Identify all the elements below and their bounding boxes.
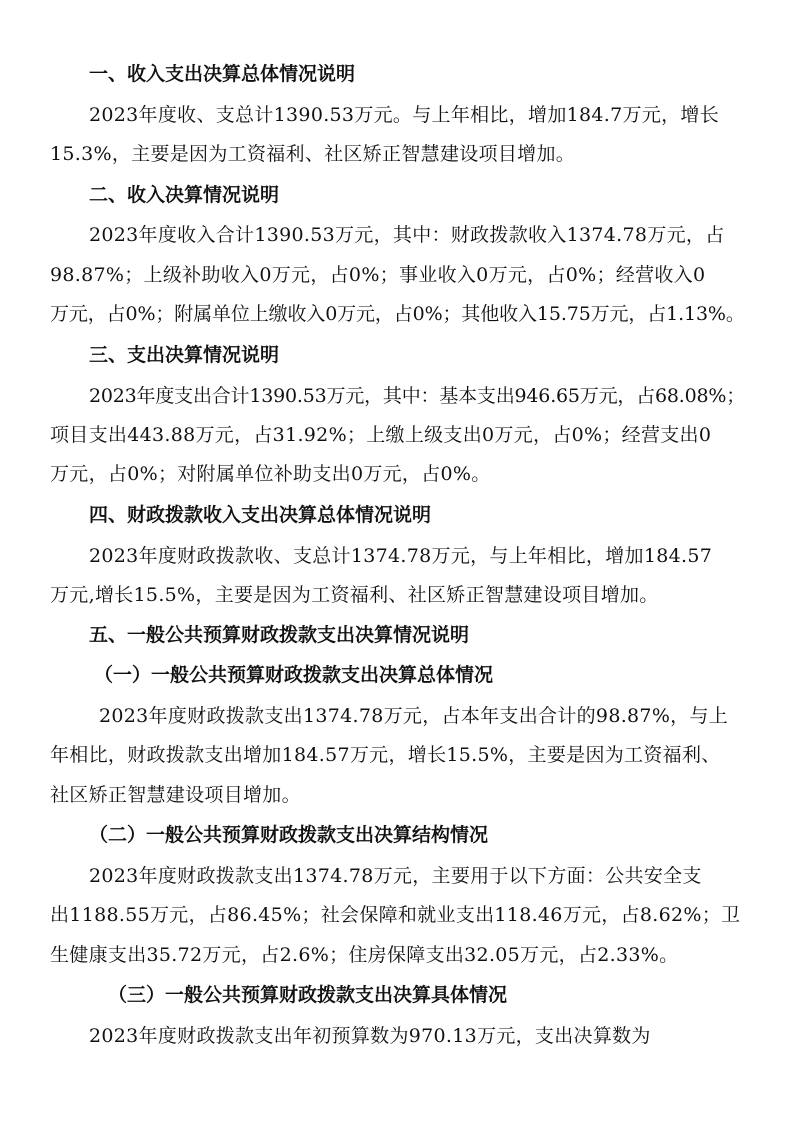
paragraph-line: 15.3%，主要是因为工资福利、社区矫正智慧建设项目增加。	[50, 143, 576, 165]
section-heading-5: 五、一般公共预算财政拨款支出决算情况说明	[89, 624, 470, 646]
paragraph-line: 社区矫正智慧建设项目增加。	[50, 784, 301, 806]
paragraph-line: 万元，占0%；附属单位上缴收入0万元，占0%；其他收入15.75万元，占1.13%。	[50, 303, 745, 325]
section-heading-3: 三、支出决算情况说明	[89, 344, 280, 366]
paragraph-line: 2023年度收、支总计1390.53万元。与上年相比，增加184.7万元，增长	[89, 104, 720, 126]
subsection-heading-1: （一）一般公共预算财政拨款支出决算总体情况	[94, 664, 494, 686]
paragraph-line: 2023年度财政拨款支出1374.78万元，主要用于以下方面：公共安全支	[89, 865, 702, 887]
subsection-heading-2: （二）一般公共预算财政拨款支出决算结构情况	[89, 824, 489, 846]
paragraph-line: 年相比，财政拨款支出增加184.57万元，增长15.5%，主要是因为工资福利、	[50, 744, 721, 766]
paragraph-line: 2023年度支出合计1390.53万元，其中：基本支出946.65万元，占68.08%；	[89, 385, 746, 407]
paragraph-line: 出1188.55万元，占86.45%；社会保障和就业支出118.46万元，占8.62%；卫	[50, 904, 741, 926]
section-heading-4: 四、财政拨款收入支出决算总体情况说明	[89, 504, 432, 526]
subsection-heading-3: （三）一般公共预算财政拨款支出决算具体情况	[108, 984, 508, 1006]
paragraph-line: 2023年度财政拨款支出1374.78万元，占本年支出合计的98.87%，与上	[99, 705, 729, 727]
paragraph-line: 生健康支出35.72万元，占2.6%；住房保障支出32.05万元，占2.33%。	[50, 944, 679, 966]
paragraph-line: 项目支出443.88万元，占31.92%；上缴上级支出0万元，占0%；经营支出0	[50, 424, 712, 446]
paragraph-line: 万元,增长15.5%，主要是因为工资福利、社区矫正智慧建设项目增加。	[50, 584, 659, 606]
section-heading-1: 一、收入支出决算总体情况说明	[89, 63, 356, 85]
paragraph-line: 2023年度财政拨款收、支总计1374.78万元，与上年相比，增加184.57	[89, 545, 713, 567]
paragraph-line: 万元，占0%；对附属单位补助支出0万元，占0%。	[50, 463, 491, 485]
paragraph-line: 98.87%；上级补助收入0万元，占0%；事业收入0万元，占0%；经营收入0	[50, 264, 706, 286]
section-heading-2: 二、收入决算情况说明	[89, 184, 280, 206]
paragraph-line: 2023年度财政拨款支出年初预算数为970.13万元，支出决算数为	[89, 1025, 651, 1047]
paragraph-line: 2023年度收入合计1390.53万元，其中：财政拨款收入1374.78万元，占	[89, 224, 725, 246]
